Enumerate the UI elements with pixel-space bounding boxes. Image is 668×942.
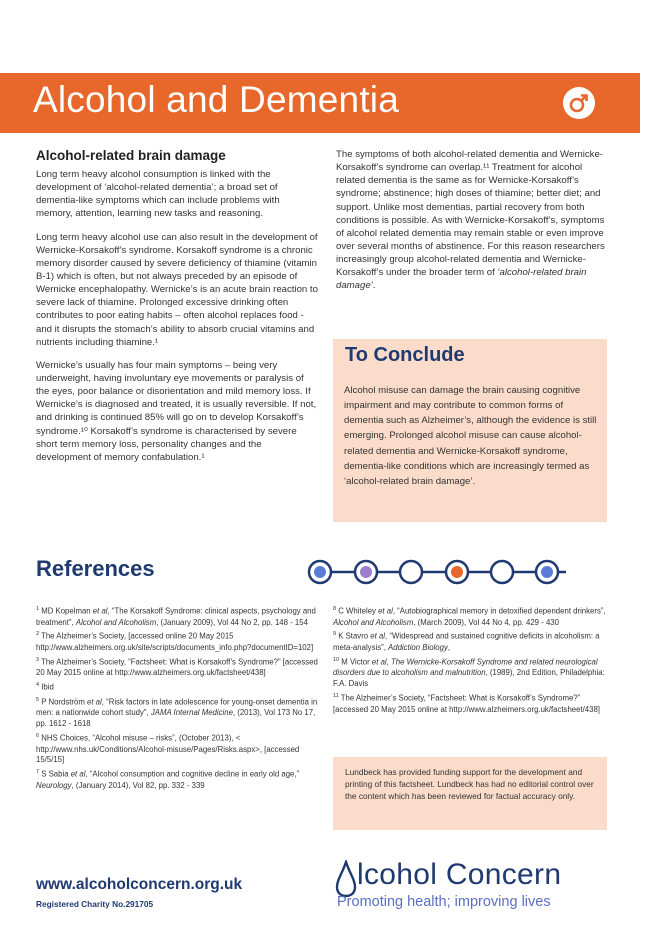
reference-item: $^4$ Ibid <box>36 682 54 692</box>
paragraph <box>336 148 608 293</box>
website-link[interactable]: www.alcoholconcern.org.uk <box>36 876 243 893</box>
section-heading: Alcohol-related brain damage <box>36 148 226 163</box>
funding-note: Lundbeck has provided funding support for the development and printing of this factsheet. Lundbeck has had no editorial control over the content which has been reviewed for factual accuracy only. <box>345 767 594 802</box>
paragraph-end: . <box>372 280 376 292</box>
reference-item: $^{11}$ The Alzheimer’s Society, “Factsheet: What is Korsakoff’s Syndrome?” [accessed 20 May 2015 online at http://www.alzheimers.org.uk/factsheet/438] <box>333 693 600 714</box>
drop-a-icon <box>335 860 357 898</box>
conclusion-box <box>333 339 607 522</box>
logo-name: lcohol Concern <box>357 858 562 891</box>
paragraph: Long term heavy alcohol consumption is linked with the development of ‘alcohol-related dementia’; a broad set of dementia-like symptoms which can include problems with memory, attention, learning new tasks and reasoning. <box>36 169 280 220</box>
references-heading: References <box>36 556 155 581</box>
references-right <box>333 606 608 719</box>
reference-item: $^2$ The Alzheimer’s Society, [accessed online 20 May 2015 http://www.alzheimers.org.uk/site/scripts/documents_info.php?documentID=102] <box>36 631 314 652</box>
references-left <box>36 606 319 795</box>
reference-item: $^6$ NHS Choices, “Alcohol misuse – risks”, (October 2013), < http://www.nhs.uk/Conditions/Alcohol-misuse/Pages/Risks.aspx>, [accessed 15/5/15] <box>36 733 300 765</box>
reference-item: $^8$ C Whiteley et al, “Autobiographical memory in detoxified dependent drinkers”, Alcohol and Alcoholism, (March 2009), Vol 44 No 4, pp. 429 - 430 <box>333 606 606 627</box>
funding-note-box <box>333 757 607 830</box>
title-banner <box>0 73 640 133</box>
left-column <box>36 148 318 474</box>
logo-tagline: Promoting health; improving lives <box>337 894 551 910</box>
reference-item: $^5$ P Nordström et al, “Risk factors in late adolescence for young-onset dementia in men: a nationwide cohort study”, JAMA Internal Medicine, (2013), Vol 173 No 17, pp. 1612 - 1618 <box>36 696 318 729</box>
reference-item: $^1$ MD Kopelman et al, “The Korsakoff Syndrome: clinical aspects, psychology and treatment”, Alcohol and Alcoholism, (January 2009), Vol 44 No 2, pp. 148 - 154 <box>36 606 316 627</box>
male-symbol-circle-icon <box>562 86 596 120</box>
right-column <box>336 148 608 303</box>
paragraph-emphasis: ‘alcohol-related brain damage’ <box>336 267 587 292</box>
conclusion-title: To Conclude <box>345 344 465 366</box>
reference-item: $^7$ S Sabia et al, “Alcohol consumption and cognitive decline in early old age,” Neurology, (January 2014), Vol 82, pp. 332 - 339 <box>36 769 300 790</box>
linked-circles-icon <box>303 557 583 587</box>
reference-item: $^{10}$ M Victor et al, The Wernicke-Korsakoff Syndrome and related neurological disorders due to alcoholism and malnutrition, (1989), 2nd Edition, Philadelphia: F.A. Davis <box>333 656 605 689</box>
paragraph-text: The symptoms of both alcohol-related dementia and Wernicke-Korsakoff’s syndrome can overlap.¹¹ Treatment for alcohol related dementia is the same as for Wernicke-Korsakoff’s syndrome; abstinence; high doses of thiamine; better diet; and support. Unlike most dementias, partial recovery from both conditions is possible. As with Wernicke-Korsakoff’s, symptoms of alcohol related dementia may remain stable or even improve over several months of abstinence. For this reason researchers increasingly group alcohol-related dementia and Wernicke-Korsakoff’s under the broader term of <box>336 149 605 279</box>
charity-number: Registered Charity No.291705 <box>36 899 154 909</box>
alcohol-concern-logo <box>335 858 615 918</box>
reference-item: $^9$ K Stavro et al, “Widespread and sustained cognitive deficits in alcoholism: a meta-analysis”, Addiction Biology, <box>333 631 600 652</box>
paragraph: Wernicke’s usually has four main symptoms – being very underweight, having involuntary eye movements or paralysis of the eyes, poor balance or disorientation and mild memory loss. If Wernicke’s is diagnosed and treated, it is usually reversible. If not, and drinking is continued 85% will go on to develop Korsakoff’s syndrome.¹⁰ Korsakoff’s syndrome is characterised by severe short term memory loss, personality changes and the development of memory confabulation.¹ <box>36 359 317 463</box>
conclusion-text: Alcohol misuse can damage the brain causing cognitive impairment and may contribute to common forms of dementia such as Alzheimer’s, although the evidence is still emerging. Prolonged alcohol misuse can cause alcohol-related dementia and Wernicke-Korsakoff syndrome, dementia-like conditions which are increasingly termed as ‘alcohol-related brain damage’. <box>344 385 597 487</box>
paragraph: Long term heavy alcohol use can also result in the development of Wernicke-Korsakoff’s syndrome. Korsakoff syndrome is a chronic memory disorder caused by severe deficiency of thiamine (vitamin B-1) which is often, but not always preceded by an episode of Wernicke encephalopathy. Wernicke’s is an acute brain reaction to severe lack of thiamine. Prolonged excessive drinking often contributes to poor eating habits – often alcohol replaces food - and it disrupts the stomach’s ability to absorb crucial vitamins and nutrients including thiamine.¹ <box>36 231 318 348</box>
page-title: Alcohol and Dementia <box>33 79 399 120</box>
reference-item: $^3$ The Alzheimer’s Society, “Factsheet: What is Korsakoff’s Syndrome?” [accessed 20 May 2015 online at http://www.alzheimers.org.uk/factsheet/438] <box>36 656 318 678</box>
